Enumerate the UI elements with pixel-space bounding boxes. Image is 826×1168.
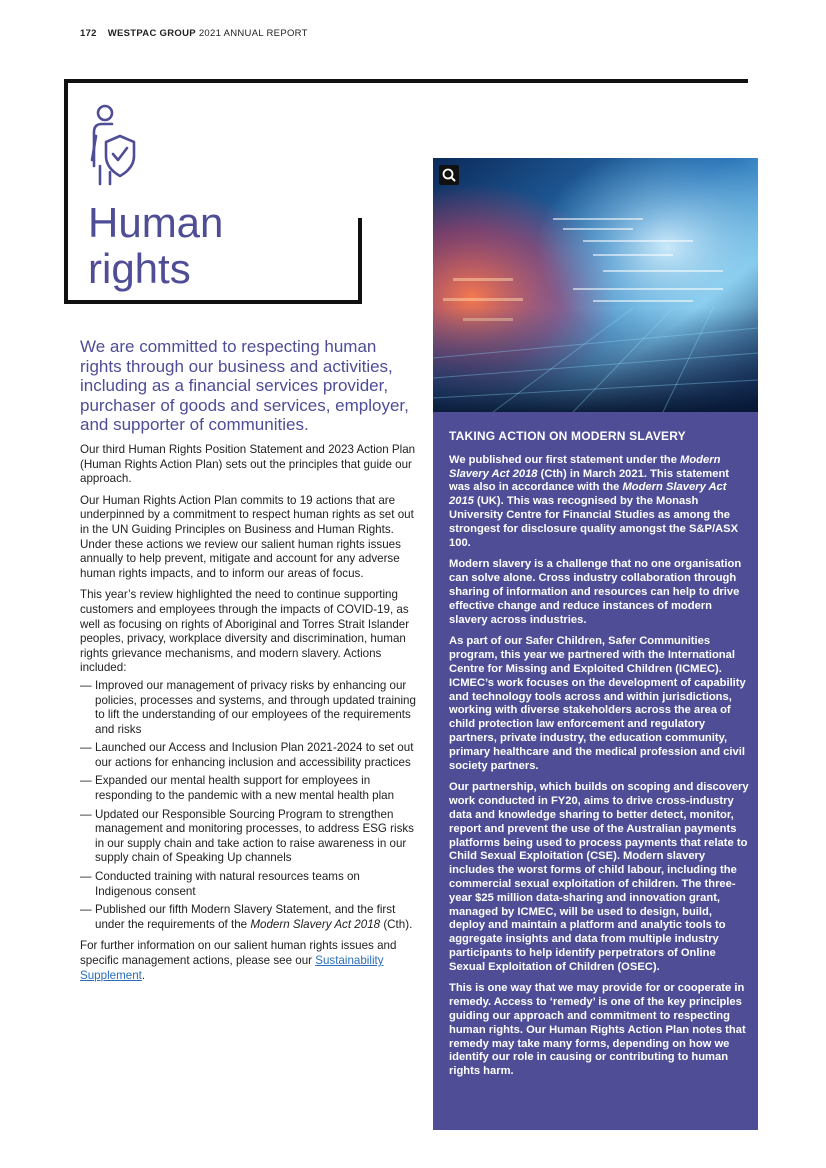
page-number: 172: [80, 28, 97, 39]
dash-marker: —: [80, 774, 92, 788]
list-item-text: Updated our Responsible Sourcing Program to strengthen management and monitoring processes, to address ESG risks in our supply chain and take action to raise awareness in our supply chain of Speaking Up channels: [95, 807, 414, 865]
paragraph-2: Our Human Rights Action Plan commits to 19 actions that are underpinned by a commitment to respect human rights as set out in the UN Guiding Principles on Business and Human Rights. Under these actions we review our salient human rights issues annually to help prevent, mitigate and account for any adverse human rights impacts, and to inform our areas of focus.: [80, 493, 414, 580]
list-item-tail: (Cth).: [380, 917, 413, 931]
body-text: [80, 443, 416, 990]
list-item-text: Conducted training with natural resources teams on Indigenous consent: [95, 870, 360, 898]
panel-paragraph-5: This is one way that we may provide for or cooperate in remedy. Access to ‘remedy’ is one of the key principles guiding our approach and commitment to respecting human rights. Our Human Rights Action Plan notes that remedy may take many forms, depending on how we identify our role in causing or contributing to human rights harm.: [449, 982, 746, 1078]
dash-marker: —: [80, 903, 92, 917]
list-item-text: Expanded our mental health support for employees in responding to the pandemic with a new mental health plan: [95, 774, 395, 803]
top-rule: [64, 79, 748, 83]
list-item-text: Improved our management of privacy risks by enhancing our policies, processes and systems, and through updated training to lift the understanding of our employees of the requirements and risks: [95, 678, 416, 736]
title-frame-right: [358, 218, 362, 304]
list-item: [80, 870, 416, 899]
panel-heading: TAKING ACTION ON MODERN SLAVERY: [449, 429, 686, 443]
panel-paragraph-1: [449, 454, 749, 551]
page-header: [80, 28, 308, 39]
title-frame-left: [64, 79, 68, 304]
title-frame-bottom: [64, 300, 362, 304]
page-title: [88, 200, 223, 292]
dash-marker: —: [80, 678, 92, 692]
person-shield-icon: [86, 102, 138, 186]
act-name-2015: Modern Slavery Act 2015: [449, 481, 727, 508]
paragraph-1: Our third Human Rights Position Statement and 2023 Action Plan (Human Rights Action Plan) sets out the principles that guide our approach.: [80, 443, 416, 486]
list-item-text: Launched our Access and Inclusion Plan 2021-2024 to set out our actions for enhancing inclusion and accessibility practices: [95, 741, 414, 769]
modern-slavery-panel: [433, 412, 758, 1130]
panel-content: [449, 430, 749, 1087]
list-item: [80, 774, 416, 803]
paragraph-4-end: .: [141, 968, 146, 982]
act-name: Modern Slavery Act 2018: [250, 917, 381, 931]
magnifier-icon[interactable]: [439, 165, 459, 185]
list-item: [80, 679, 416, 737]
sustainability-supplement-link[interactable]: Sustainability Supplement: [80, 954, 384, 982]
magnifier-glyph: [439, 165, 459, 185]
title-line-2: rights: [88, 245, 191, 292]
panel-p1-a: We published our first statement under the: [449, 453, 681, 466]
dash-marker: —: [80, 807, 92, 821]
list-item: [80, 903, 416, 932]
list-item-text: Published our fifth Modern Slavery Statement, and the first under the requirements of the: [95, 903, 396, 931]
intro-statement: We are committed to respecting human rights through our business and activities, including as a financial services provider, purchaser of goods and services, employer, and supporter of communities.: [80, 337, 409, 434]
paragraph-4: [80, 939, 416, 983]
panel-paragraph-4: Our partnership, which builds on scoping and discovery work conducted in FY20, aims to drive cross-industry data and knowledge sharing to better detect, monitor, report and prevent the use of the Australian payments platforms being used to process payments that relate to Child Sexual Exploitation (CSE). Modern slavery includes the worst forms of child labour, including the commercial sexual exploitation of children. The three-year $25 million data-sharing and innovation grant, managed by ICMEC, will be used to design, build, deploy and maintain a platform and analytic tools to aggregate insights and data from multiple industry participants to help identify perpetrators of Online Sexual Exploitation of Children (OSEC).: [449, 781, 749, 973]
doc-name: 2021 ANNUAL REPORT: [198, 28, 308, 39]
org-name: WESTPAC GROUP: [107, 28, 196, 39]
act-name-2018: Modern Slavery Act 2018: [449, 453, 721, 480]
dash-marker: —: [80, 870, 92, 884]
dash-marker: —: [80, 741, 92, 755]
digital-data-photo: [433, 158, 758, 412]
panel-paragraph-3: As part of our Safer Children, Safer Communities program, this year we partnered with the International Centre for Missing and Exploited Children (ICMEC). ICMEC’s work focuses on the development of capability and technology tools across and within jurisdictions, working with diverse stakeholders across the area of child protection law enforcement and regulatory partners, private industry, the education community, primary healthcare and the medical profession and civil society partners.: [449, 635, 746, 772]
panel-paragraph-2: Modern slavery is a challenge that no one organisation can solve alone. Cross industry collaboration through sharing of information and resources can help to drive effective change and reduce instances of modern slavery across industries.: [449, 558, 742, 626]
title-line-1: Human: [88, 199, 224, 246]
panel-p1-b: (Cth) in March 2021. This statement was also in accordance with the: [449, 467, 730, 494]
list-item: [80, 808, 416, 866]
panel-p1-c: (UK). This was recognised by the Monash University Centre for Financial Studies as among the strongest for disclosure quality amongst the S&P/ASX 100.: [449, 495, 739, 549]
list-item: [80, 741, 416, 770]
actions-list: [80, 679, 416, 933]
paragraph-3: This year’s review highlighted the need to continue supporting customers and employees through the impacts of COVID-19, as well as focusing on rights of Aboriginal and Torres Strait Islander peoples, privacy, workplace diversity and discrimination, human rights grievance mechanisms, and modern slavery. Actions included:: [80, 588, 410, 675]
paragraph-4-text: For further information on our salient human rights issues and specific management actions, please see our: [80, 939, 397, 967]
